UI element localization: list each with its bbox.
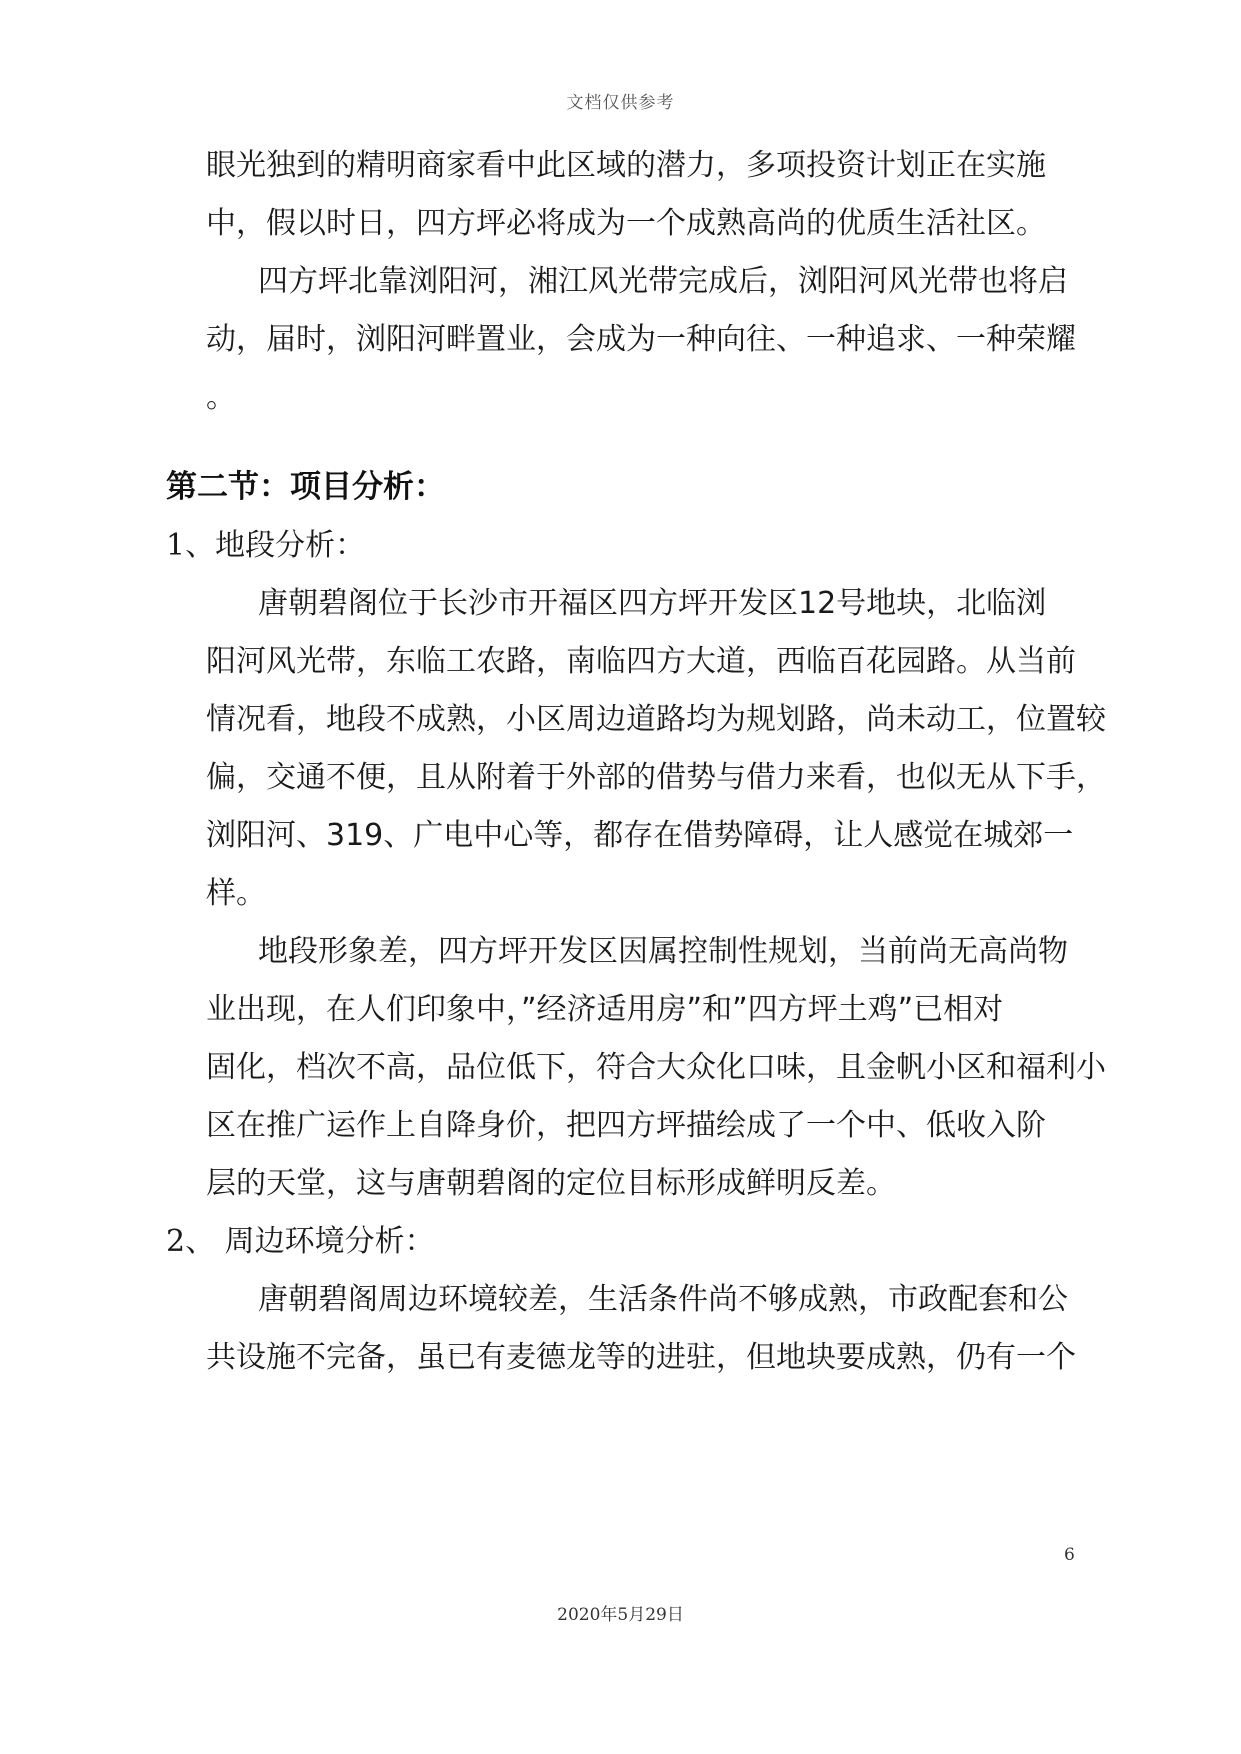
paragraph-line: 中，假以时日，四方坪必将成为一个成熟高尚的优质生活社区。	[206, 206, 1046, 241]
paragraph-line: 。	[206, 380, 236, 415]
paragraph-line: 业出现，在人们印象中，”经济适用房”和”四方坪土鸡”已相对	[206, 992, 1004, 1027]
paragraph-line: 区在推广运作上自降身价，把四方坪描绘成了一个中、低收入阶	[206, 1108, 1046, 1143]
paragraph-line: 情况看，地段不成熟，小区周边道路均为规划路，尚未动工，位置较	[206, 702, 1106, 737]
paragraph-line: 层的天堂，这与唐朝碧阁的定位目标形成鲜明反差。	[206, 1166, 896, 1201]
section-heading: 第二节：项目分析：	[166, 469, 445, 505]
item-title-surroundings: 2、 周边环境分析：	[166, 1224, 435, 1259]
paragraph-line: 样。	[206, 876, 266, 911]
paragraph-line: 唐朝碧阁位于长沙市开福区四方坪开发区12号地块，北临浏	[258, 586, 1047, 621]
paragraph-line: 偏，交通不便，且从附着于外部的借势与借力来看，也似无从下手，	[206, 760, 1106, 795]
paragraph-line: 眼光独到的精明商家看中此区域的潜力，多项投资计划正在实施	[206, 148, 1046, 183]
paragraph-line: 固化，档次不高，品位低下，符合大众化口味，且金帆小区和福利小	[206, 1050, 1106, 1085]
page-header: 文档仅供参考	[566, 93, 675, 113]
paragraph-line: 唐朝碧阁周边环境较差，生活条件尚不够成熟，市政配套和公	[258, 1282, 1068, 1317]
paragraph-line: 共设施不完备，虽已有麦德龙等的进驻，但地块要成熟，仍有一个	[206, 1340, 1076, 1375]
paragraph-line: 阳河风光带，东临工农路，南临四方大道，西临百花园路。从当前	[206, 644, 1076, 679]
paragraph-line: 地段形象差，四方坪开发区因属控制性规划，当前尚无高尚物	[258, 934, 1068, 969]
item-title-location: 1、地段分析：	[166, 528, 366, 563]
page-number: 6	[1064, 1545, 1075, 1565]
paragraph-line: 动，届时，浏阳河畔置业，会成为一种向往、一种追求、一种荣耀	[206, 322, 1076, 357]
paragraph-line: 四方坪北靠浏阳河，湘江风光带完成后，浏阳河风光带也将启	[258, 264, 1068, 299]
paragraph-line: 浏阳河、319、广电中心等，都存在借势障碍，让人感觉在城郊一	[206, 818, 1074, 853]
page-footer-date: 2020年5月29日	[557, 1605, 684, 1625]
